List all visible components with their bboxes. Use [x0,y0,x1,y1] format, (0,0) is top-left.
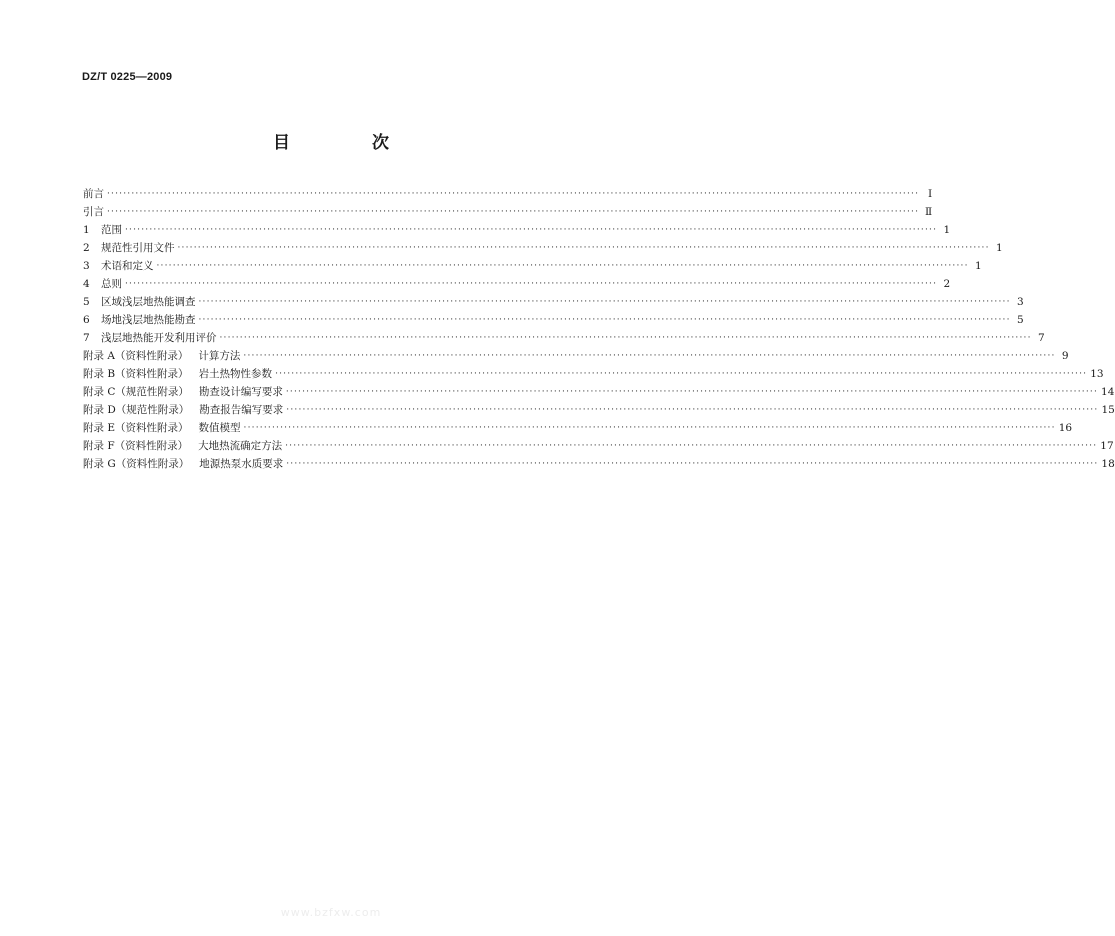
toc-entry[interactable] [83,291,1024,309]
toc-entry-title: 范围 [101,224,122,236]
toc-dot-leader: ········································································································································································································ [125,279,938,289]
toc-dot-leader: ········································································································································································································ [107,207,920,217]
toc-entry-page: 16 [1058,422,1073,434]
toc-entry-title: 岩土热物性参数 [198,368,273,380]
toc-dot-leader: ········································································································································································································ [198,315,1011,325]
toc-entry-title: 规范性引用文件 [101,242,175,254]
toc-entry-page: 17 [1100,440,1114,452]
toc-entry-label [83,458,286,471]
toc-entry-page: 7 [1037,332,1045,344]
toc-entry-title: 区域浅层地热能调查 [101,296,196,308]
toc-entry-title: 地源热泵水质要求 [199,458,284,470]
toc-entry[interactable] [83,363,1104,381]
toc-entry-title: 前言 [83,188,104,200]
toc-entry-appendix: 附录 E（资料性附录） [83,422,189,434]
toc-entry-number: 1 [83,224,90,236]
toc-entry[interactable] [83,417,1073,435]
toc-entry-title: 浅层地热能开发利用评价 [101,332,217,344]
toc-entry-label [83,260,157,273]
toc-entry-page: 3 [1016,296,1024,308]
toc-entry-page: 2 [943,278,951,290]
toc-entry[interactable] [83,453,1115,471]
toc-entry-label [83,206,107,219]
toc-entry-label [83,332,220,345]
watermark: www.bzfxw.com [280,906,382,919]
toc-entry-label [83,350,243,363]
toc-dot-leader: ········································································································································································································ [286,405,1099,415]
toc-entry-label [83,314,199,327]
toc-entry-title: 引言 [83,206,104,218]
toc-entry[interactable] [83,381,1115,399]
toc-dot-leader: ········································································································································································································ [286,459,1099,469]
toc-entry-number: 3 [83,260,90,272]
toc-dot-leader: ········································································································································································································ [219,333,1032,343]
toc-dot-leader: ········································································································································································································ [156,261,969,271]
toc-entry-label [83,386,286,399]
toc-entry-title: 数值模型 [198,422,241,434]
toc-entry-page: 9 [1061,350,1069,362]
toc-entry-label [83,296,199,309]
toc-entry-page: Ⅱ [925,206,933,218]
toc-dot-leader: ········································································································································································································ [198,297,1011,307]
toc-entry-title: 勘查报告编写要求 [199,404,284,416]
toc-entry-number: 5 [83,296,90,308]
toc-entry-appendix: 附录 C（规范性附录） [83,386,189,398]
toc-entry[interactable] [83,435,1114,453]
page-title: 目 次 [273,133,427,153]
toc-entry-page: 1 [974,260,982,272]
toc-entry-number: 7 [83,332,90,344]
toc-entry-appendix: 附录 A（资料性附录） [83,350,189,362]
toc-entry-label [83,188,107,201]
document-code: DZ/T 0225—2009 [82,71,173,83]
toc-entry-title: 术语和定义 [101,260,154,272]
toc-dot-leader: ········································································································································································································ [243,351,1056,361]
toc-entry-title: 大地热流确定方法 [198,440,283,452]
toc-entry-label [83,422,244,435]
toc-entry-page: 5 [1016,314,1024,326]
toc-entry-label [83,368,275,381]
toc-entry[interactable] [83,345,1069,363]
toc-entry[interactable] [83,273,951,291]
toc-entry-label [83,278,125,291]
toc-entry-page: 13 [1090,368,1104,380]
table-of-contents [83,183,1115,471]
toc-entry-page: 1 [995,242,1003,254]
toc-entry[interactable] [83,255,982,273]
toc-dot-leader: ········································································································································································································ [285,387,1099,397]
toc-dot-leader: ········································································································································································································ [107,189,920,199]
toc-entry-title: 计算方法 [198,350,241,362]
toc-entry[interactable] [83,327,1045,345]
toc-entry-number: 6 [83,314,90,326]
toc-entry-label [83,242,178,255]
toc-dot-leader: ········································································································································································································ [285,441,1098,451]
toc-entry-appendix: 附录 F（资料性附录） [83,440,189,452]
toc-entry-page: 15 [1101,404,1115,416]
toc-entry[interactable] [83,309,1024,327]
toc-dot-leader: ········································································································································································································ [243,423,1056,433]
toc-entry-page: 14 [1101,386,1115,398]
toc-entry[interactable] [83,183,933,201]
toc-entry-page: Ⅰ [928,188,933,200]
toc-entry-label [83,404,286,417]
toc-entry[interactable] [83,237,1003,255]
toc-dot-leader: ········································································································································································································ [275,369,1088,379]
toc-entry-appendix: 附录 D（规范性附录） [83,404,190,416]
toc-entry-page: 18 [1101,458,1115,470]
toc-entry[interactable] [83,201,933,219]
toc-dot-leader: ········································································································································································································ [125,225,938,235]
toc-entry-title: 总则 [101,278,122,290]
toc-entry-title: 场地浅层地热能勘查 [101,314,196,326]
toc-entry[interactable] [83,399,1115,417]
toc-entry-appendix: 附录 G（资料性附录） [83,458,190,470]
toc-entry-label [83,224,125,237]
toc-dot-leader: ········································································································································································································ [177,243,990,253]
toc-entry[interactable] [83,219,951,237]
toc-entry-appendix: 附录 B（资料性附录） [83,368,189,380]
toc-entry-page: 1 [943,224,951,236]
toc-entry-number: 4 [83,278,90,290]
toc-entry-title: 勘查设计编写要求 [198,386,283,398]
toc-entry-number: 2 [83,242,90,254]
toc-entry-label [83,440,285,453]
